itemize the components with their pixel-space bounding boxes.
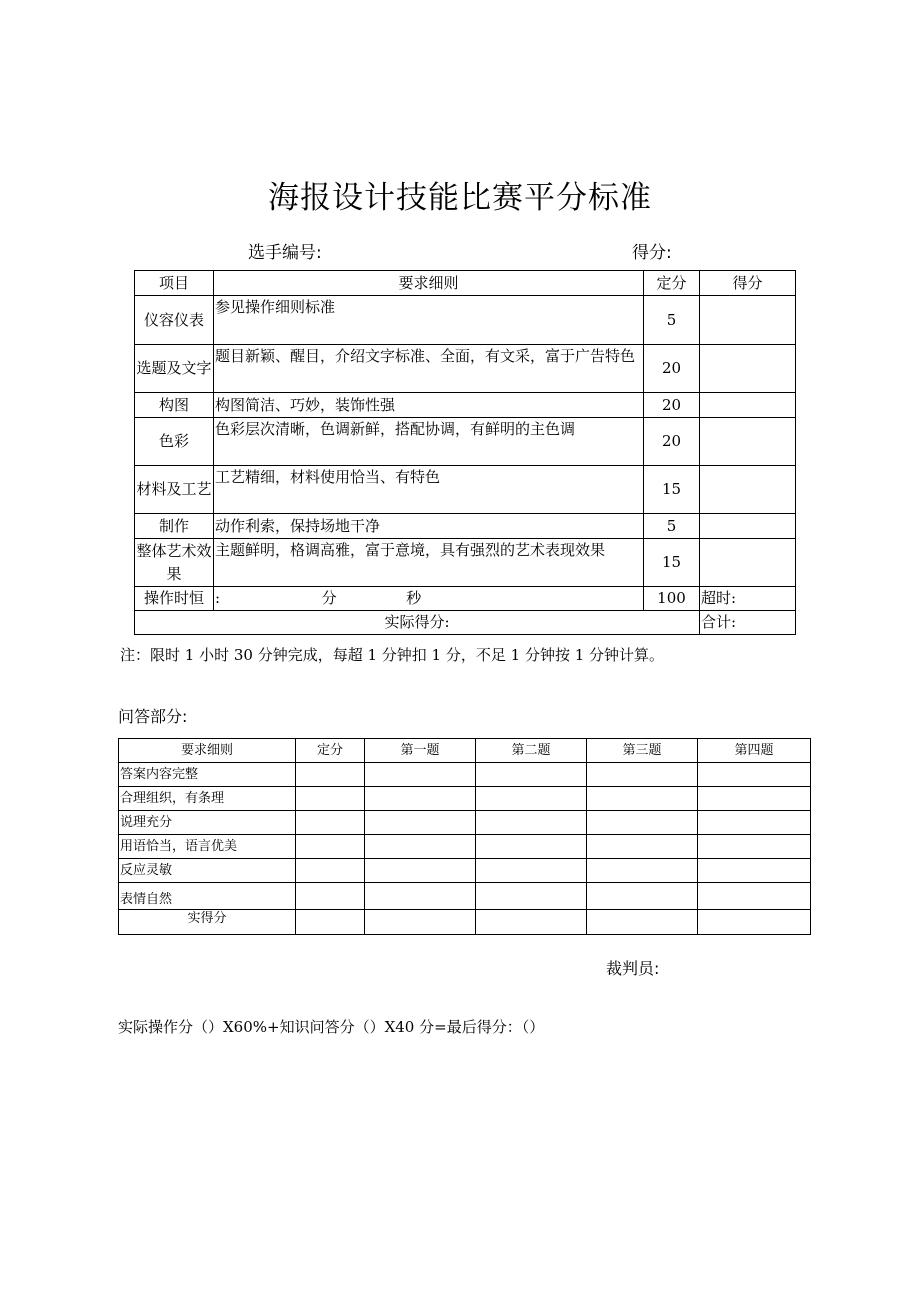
qa-cell[interactable] bbox=[296, 883, 365, 910]
qa-cell[interactable] bbox=[296, 787, 365, 811]
qa-cell[interactable] bbox=[476, 835, 587, 859]
table-row bbox=[135, 418, 796, 466]
table-row bbox=[135, 393, 796, 418]
qa-cell[interactable] bbox=[365, 859, 476, 883]
qa-header-q2: 第二题 bbox=[476, 739, 587, 763]
header-detail: 要求细则 bbox=[214, 271, 644, 296]
qa-cell[interactable] bbox=[698, 910, 811, 935]
qa-section-title: 问答部分: bbox=[118, 707, 188, 726]
qa-cell[interactable] bbox=[587, 787, 698, 811]
row-points: 20 bbox=[644, 393, 700, 418]
qa-cell[interactable] bbox=[476, 763, 587, 787]
overtime-label: 超时: bbox=[700, 587, 796, 611]
qa-row bbox=[119, 787, 811, 811]
qa-table bbox=[118, 738, 811, 935]
row-detail: 动作利索，保持场地干净 bbox=[214, 514, 644, 539]
score-cell[interactable] bbox=[700, 466, 796, 514]
seconds-label: 秒 bbox=[406, 589, 422, 607]
qa-criterion: 反应灵敏 bbox=[119, 859, 296, 883]
qa-cell[interactable] bbox=[296, 763, 365, 787]
table-row bbox=[135, 514, 796, 539]
score-cell[interactable] bbox=[700, 296, 796, 345]
qa-header-q4: 第四题 bbox=[698, 739, 811, 763]
qa-cell[interactable] bbox=[296, 910, 365, 935]
minutes-label: 分 bbox=[321, 589, 337, 607]
qa-cell[interactable] bbox=[365, 787, 476, 811]
qa-cell[interactable] bbox=[587, 763, 698, 787]
qa-criterion: 答案内容完整 bbox=[119, 763, 296, 787]
score-cell[interactable] bbox=[700, 539, 796, 587]
qa-total-label: 实得分 bbox=[119, 910, 296, 935]
qa-cell[interactable] bbox=[698, 811, 811, 835]
contestant-number-label: 选手编号: bbox=[248, 243, 322, 263]
qa-cell[interactable] bbox=[587, 859, 698, 883]
time-limit-note: 注：限时 1 小时 30 分钟完成，每超 1 分钟扣 1 分，不足 1 分钟按 1 分钟计算。 bbox=[120, 646, 665, 664]
row-detail: 色彩层次清晰，色调新鲜，搭配协调，有鲜明的主色调 bbox=[214, 418, 644, 466]
row-item: 构图 bbox=[135, 393, 214, 418]
qa-cell[interactable] bbox=[476, 910, 587, 935]
score-label: 得分: bbox=[632, 243, 672, 263]
row-points: 5 bbox=[644, 296, 700, 345]
qa-criterion: 用语恰当，语言优美 bbox=[119, 835, 296, 859]
header-item: 项目 bbox=[135, 271, 214, 296]
header-score: 得分 bbox=[700, 271, 796, 296]
row-detail: 参见操作细则标准 bbox=[214, 296, 644, 345]
qa-cell[interactable] bbox=[587, 835, 698, 859]
qa-cell[interactable] bbox=[587, 811, 698, 835]
row-points: 5 bbox=[644, 514, 700, 539]
qa-row bbox=[119, 859, 811, 883]
qa-header-q3: 第三题 bbox=[587, 739, 698, 763]
qa-cell[interactable] bbox=[587, 910, 698, 935]
qa-cell[interactable] bbox=[698, 787, 811, 811]
qa-header-q1: 第一题 bbox=[365, 739, 476, 763]
table-row bbox=[135, 466, 796, 514]
time-colon: : bbox=[215, 589, 221, 607]
qa-row bbox=[119, 883, 811, 910]
qa-total-row bbox=[119, 910, 811, 935]
qa-cell[interactable] bbox=[476, 787, 587, 811]
row-item: 整体艺术效果 bbox=[135, 539, 214, 587]
qa-cell[interactable] bbox=[365, 883, 476, 910]
qa-row bbox=[119, 835, 811, 859]
row-item: 色彩 bbox=[135, 418, 214, 466]
qa-row bbox=[119, 811, 811, 835]
qa-cell[interactable] bbox=[476, 859, 587, 883]
qa-cell[interactable] bbox=[476, 811, 587, 835]
total-row bbox=[135, 611, 796, 635]
qa-cell[interactable] bbox=[296, 859, 365, 883]
qa-header-row bbox=[119, 739, 811, 763]
header-points: 定分 bbox=[644, 271, 700, 296]
qa-cell[interactable] bbox=[698, 763, 811, 787]
row-item: 仪容仪表 bbox=[135, 296, 214, 345]
qa-cell[interactable] bbox=[365, 763, 476, 787]
qa-cell[interactable] bbox=[296, 811, 365, 835]
total-points: 100 bbox=[644, 587, 700, 611]
sum-label: 合计: bbox=[700, 611, 796, 635]
row-points: 20 bbox=[644, 418, 700, 466]
row-item: 材料及工艺 bbox=[135, 466, 214, 514]
qa-criterion: 说理充分 bbox=[119, 811, 296, 835]
row-item: 制作 bbox=[135, 514, 214, 539]
scoring-table bbox=[134, 270, 796, 635]
qa-header-detail: 要求细则 bbox=[119, 739, 296, 763]
qa-cell[interactable] bbox=[365, 811, 476, 835]
qa-row bbox=[119, 763, 811, 787]
row-detail: 工艺精细，材料使用恰当、有特色 bbox=[214, 466, 644, 514]
score-cell[interactable] bbox=[700, 393, 796, 418]
judge-label: 裁判员: bbox=[606, 959, 660, 978]
row-item: 选题及文字 bbox=[135, 345, 214, 393]
qa-cell[interactable] bbox=[296, 835, 365, 859]
table-row bbox=[135, 539, 796, 587]
row-points: 15 bbox=[644, 539, 700, 587]
qa-cell[interactable] bbox=[365, 910, 476, 935]
row-detail: 主题鲜明，格调高雅，富于意境，具有强烈的艺术表现效果 bbox=[214, 539, 644, 587]
qa-criterion: 合理组织，有条理 bbox=[119, 787, 296, 811]
time-label: 操作时恒 bbox=[135, 587, 214, 611]
time-row bbox=[135, 587, 796, 611]
table-header-row bbox=[135, 271, 796, 296]
qa-cell[interactable] bbox=[365, 835, 476, 859]
table-row bbox=[135, 345, 796, 393]
row-detail: 构图简洁、巧妙，装饰性强 bbox=[214, 393, 644, 418]
qa-criterion: 表情自然 bbox=[119, 883, 296, 910]
score-cell[interactable] bbox=[700, 514, 796, 539]
time-cell bbox=[214, 587, 644, 611]
qa-cell[interactable] bbox=[698, 835, 811, 859]
qa-cell[interactable] bbox=[698, 859, 811, 883]
row-points: 20 bbox=[644, 345, 700, 393]
score-cell[interactable] bbox=[700, 345, 796, 393]
qa-cell[interactable] bbox=[587, 883, 698, 910]
qa-header-points: 定分 bbox=[296, 739, 365, 763]
qa-cell[interactable] bbox=[476, 883, 587, 910]
page-title: 海报设计技能比赛平分标准 bbox=[268, 180, 652, 216]
row-detail: 题目新颖、醒目，介绍文字标准、全面，有文采，富于广告特色 bbox=[214, 345, 644, 393]
table-row bbox=[135, 296, 796, 345]
qa-cell[interactable] bbox=[698, 883, 811, 910]
final-score-formula: 实际操作分（）X60%+知识问答分（）X40 分=最后得分：（） bbox=[118, 1018, 545, 1036]
row-points: 15 bbox=[644, 466, 700, 514]
score-cell[interactable] bbox=[700, 418, 796, 466]
actual-score-label: 实际得分: bbox=[135, 611, 700, 635]
